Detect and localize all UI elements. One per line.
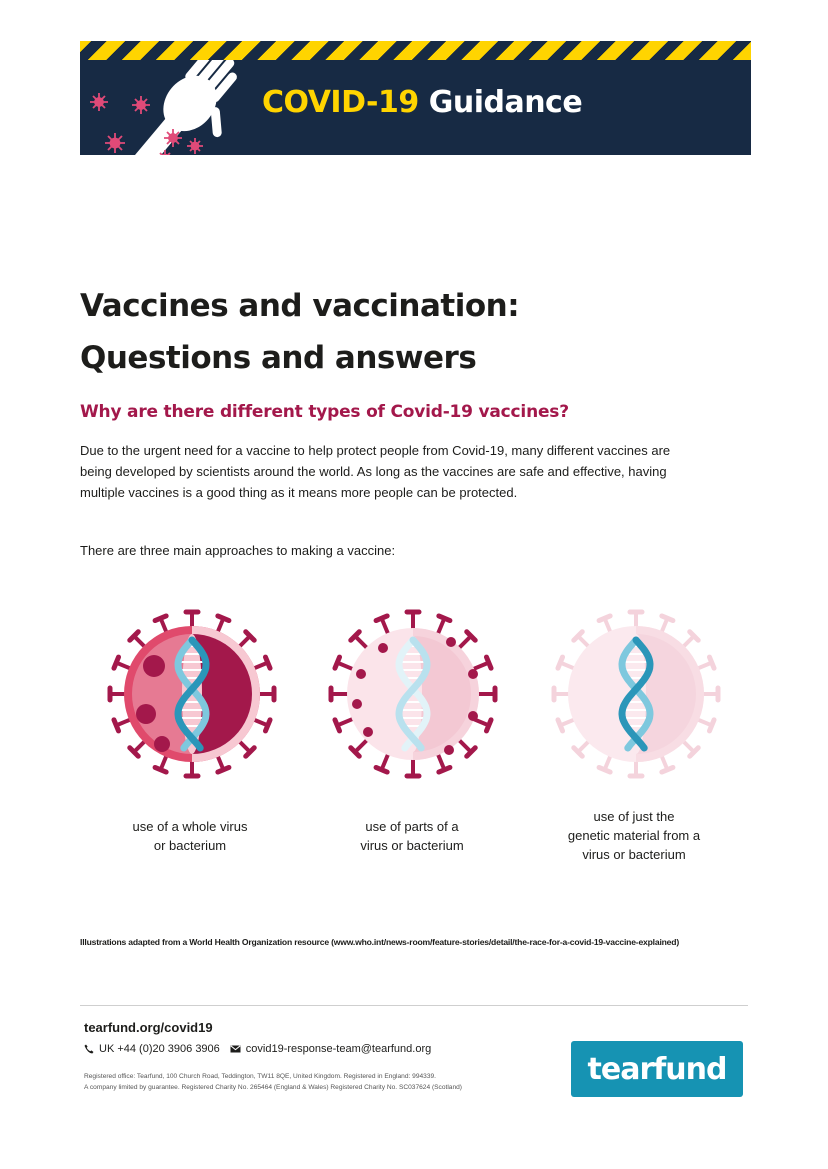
hazard-stripe xyxy=(80,41,751,60)
page-title-line: Vaccines and vaccination: xyxy=(80,288,520,324)
legal-line: Registered office: Tearfund, 100 Church Road, Teddington, TW11 8QE, United Kingdom. Registered in England: 994339. xyxy=(84,1073,437,1080)
footer-divider xyxy=(80,1005,748,1006)
caption-virus-parts xyxy=(302,817,522,855)
footer-website-link[interactable]: tearfund.org/covid19 xyxy=(84,1020,213,1035)
legal-line: A company limited by guarantee. Registered Charity No. 265464 (England & Wales) Registered Charity No. SC037624 (Scotland) xyxy=(84,1084,462,1091)
section-paragraph xyxy=(80,440,760,503)
caption-line: genetic material from a xyxy=(567,828,701,843)
guidance-title xyxy=(262,85,582,120)
caption-line: use of parts of a xyxy=(365,819,459,834)
paragraph-line: being developed by scientists around the world. As long as the vaccines are safe and effective, having xyxy=(80,464,667,479)
illustration-credit: Illustrations adapted from a World Health Organization resource (www.who.int/news-room/feature-stories/detail/the-race-for-a-covid-19-vaccine-explained) xyxy=(80,937,679,947)
phone-number[interactable]: UK +44 (0)20 3906 3906 xyxy=(99,1043,220,1055)
paragraph-line: Due to the urgent need for a vaccine to help protect people from Covid-19, many different vaccines are xyxy=(80,443,671,458)
caption-whole-virus xyxy=(80,817,300,855)
header-banner xyxy=(80,41,751,155)
logo-text: tearfund xyxy=(587,1051,727,1087)
caption-line: use of just the xyxy=(593,809,675,824)
whole-virus-icon xyxy=(102,604,282,784)
email-address[interactable]: covid19-response-team@tearfund.org xyxy=(245,1043,432,1055)
email-icon xyxy=(230,1045,241,1053)
caption-line: or bacterium xyxy=(153,838,227,853)
guidance-title-rest: Guidance xyxy=(428,85,583,120)
caption-line: use of a whole virus xyxy=(132,819,248,834)
caption-line: virus or bacterium xyxy=(582,847,686,862)
caption-line: virus or bacterium xyxy=(360,838,464,853)
virus-parts-icon xyxy=(323,604,503,784)
footer-contact xyxy=(84,1041,431,1057)
tearfund-logo[interactable] xyxy=(571,1041,743,1097)
genetic-material-icon xyxy=(546,604,726,784)
approaches-intro: There are three main approaches to making a vaccine: xyxy=(80,543,396,558)
caption-genetic-material xyxy=(524,807,744,864)
footer-legal xyxy=(84,1071,462,1093)
section-question: Why are there different types of Covid-19 vaccines? xyxy=(80,402,569,422)
phone-icon xyxy=(84,1044,94,1054)
hand-virus-icon xyxy=(80,60,260,155)
guidance-title-accent: COVID-19 xyxy=(262,85,419,120)
page-title-line: Questions and answers xyxy=(80,340,477,376)
page-title xyxy=(80,280,519,384)
paragraph-line: multiple vaccines is a good thing as it means more people can be protected. xyxy=(80,485,518,500)
